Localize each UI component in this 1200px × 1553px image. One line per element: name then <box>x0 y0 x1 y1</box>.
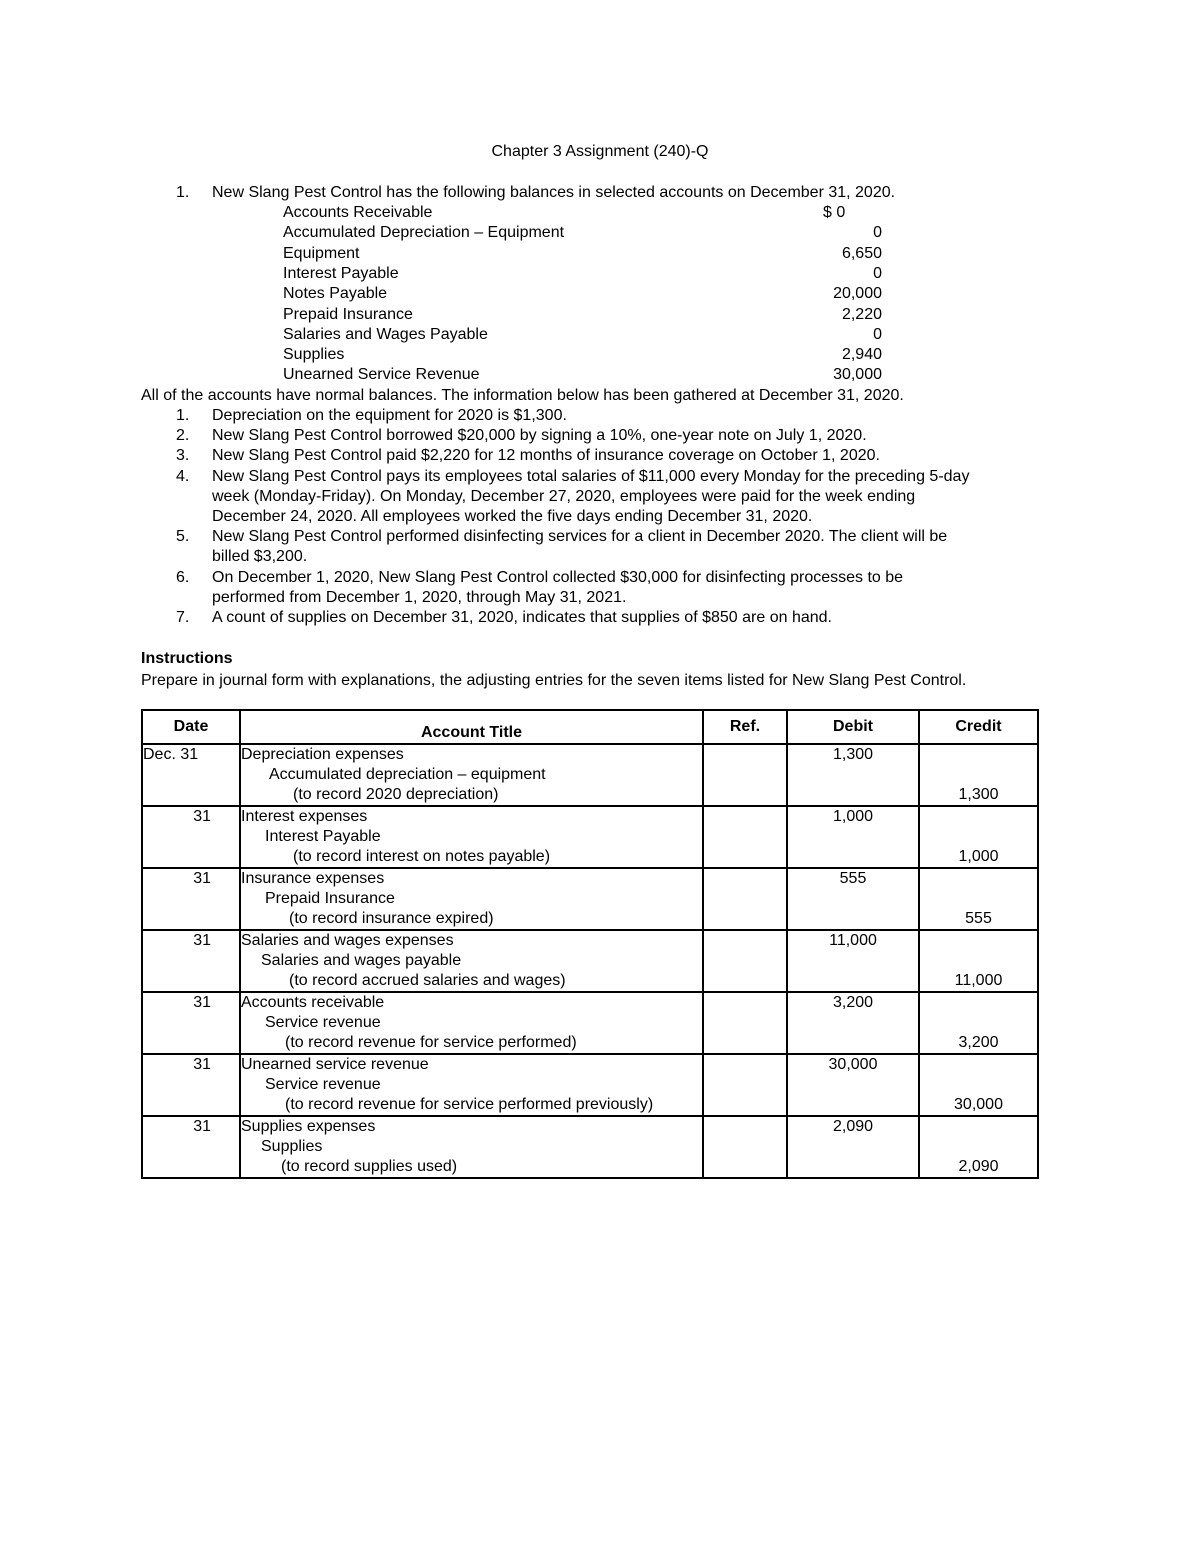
account-name: Accounts Receivable <box>283 204 433 221</box>
entry-accounts <box>240 1054 703 1116</box>
journal-header-row <box>142 710 1038 744</box>
debit-account: Supplies expenses <box>241 1118 376 1135</box>
debit-account: Interest expenses <box>241 808 368 825</box>
credit-header: Credit <box>919 710 1038 744</box>
journal-entry-row <box>142 868 1038 930</box>
journal-entry-row <box>142 744 1038 806</box>
entry-accounts <box>240 930 703 992</box>
credit-account: Interest Payable <box>265 828 381 845</box>
item-text: A count of supplies on December 31, 2020, indicates that supplies of $850 are on hand. <box>212 609 832 626</box>
account-name: Notes Payable <box>283 285 388 303</box>
page-title: Chapter 3 Assignment (240)-Q <box>491 143 709 160</box>
credit-account: Salaries and wages payable <box>261 952 462 969</box>
account-balance: 2,940 <box>841 346 882 364</box>
entry-explanation: (to record interest on notes payable) <box>293 848 551 865</box>
account-balance: 0 <box>873 264 882 282</box>
journal-entry-row <box>142 806 1038 868</box>
item-number: 7. <box>176 609 190 626</box>
debit-account: Accounts receivable <box>241 994 385 1011</box>
entry-explanation: (to record revenue for service performed) <box>285 1034 577 1051</box>
question-number: 1. <box>176 184 190 201</box>
entry-date: 31 <box>142 1116 240 1178</box>
item-text: week (Monday-Friday). On Monday, December 27, 2020, employees were paid for the week ending <box>212 487 916 505</box>
entry-ref <box>703 992 787 1054</box>
account-balance: $ 0 <box>823 204 846 221</box>
account-name: Equipment <box>283 244 360 262</box>
entry-debit <box>787 930 919 992</box>
credit-account: Service revenue <box>265 1076 381 1093</box>
account-balance: 20,000 <box>833 285 882 303</box>
entry-accounts <box>240 744 703 806</box>
entry-date: 31 <box>142 992 240 1054</box>
entry-credit <box>919 930 1038 992</box>
item-text: Depreciation on the equipment for 2020 is $1,300. <box>212 407 567 424</box>
item-text: On December 1, 2020, New Slang Pest Control collected $30,000 for disinfecting processes to be <box>212 568 904 586</box>
entry-debit <box>787 992 919 1054</box>
credit-amount: 2,090 <box>958 1158 999 1175</box>
debit-amount: 1,000 <box>832 808 874 825</box>
journal-entry-row <box>142 1116 1038 1178</box>
entry-credit <box>919 806 1038 868</box>
credit-amount: 30,000 <box>954 1096 1003 1113</box>
journal-table <box>141 709 1039 1179</box>
entry-debit <box>787 1054 919 1116</box>
item-text: December 24, 2020. All employees worked the five days ending December 31, 2020. <box>212 508 813 525</box>
entry-credit <box>919 1116 1038 1178</box>
credit-account: Accumulated depreciation – equipment <box>269 766 546 783</box>
item-text: billed $3,200. <box>212 548 308 566</box>
entry-ref <box>703 1054 787 1116</box>
ref-header: Ref. <box>703 710 787 744</box>
account-name: Salaries and Wages Payable <box>283 325 488 343</box>
credit-amount: 3,200 <box>958 1034 999 1051</box>
item-text: performed from December 1, 2020, through May 31, 2021. <box>212 588 627 606</box>
instructions-text: Prepare in journal form with explanations, the adjusting entries for the seven items listed for New Slang Pest Control. <box>141 672 967 689</box>
entry-date: Dec. 31 <box>142 744 240 806</box>
entry-explanation: (to record accrued salaries and wages) <box>289 972 566 989</box>
entry-accounts <box>240 992 703 1054</box>
entry-date: 31 <box>142 868 240 930</box>
debit-amount: 2,090 <box>832 1118 874 1135</box>
item-text: New Slang Pest Control pays its employees total salaries of $11,000 every Monday for the preceding 5-day <box>212 467 970 485</box>
entry-credit <box>919 744 1038 806</box>
item-number: 5. <box>176 528 190 546</box>
entry-debit <box>787 868 919 930</box>
credit-account: Supplies <box>261 1138 323 1155</box>
entry-ref <box>703 806 787 868</box>
journal-entry-row <box>142 1054 1038 1116</box>
item-text: New Slang Pest Control borrowed $20,000 by signing a 10%, one-year note on July 1, 2020. <box>212 427 867 445</box>
question-text: New Slang Pest Control has the following balances in selected accounts on December 31, 2020. <box>212 184 896 201</box>
credit-amount: 1,000 <box>958 848 999 865</box>
debit-header: Debit <box>787 710 919 744</box>
account-balance: 30,000 <box>833 366 882 384</box>
debit-amount: 30,000 <box>828 1056 878 1073</box>
account-balance: 0 <box>873 325 882 343</box>
account-name: Prepaid Insurance <box>283 305 413 323</box>
item-text: New Slang Pest Control paid $2,220 for 12 months of insurance coverage on October 1, 2020. <box>212 447 880 465</box>
instructions-heading: Instructions <box>141 650 233 667</box>
debit-account: Salaries and wages expenses <box>241 932 454 949</box>
debit-amount: 555 <box>839 870 867 887</box>
journal-entry-row <box>142 992 1038 1054</box>
item-number: 1. <box>176 407 190 424</box>
entry-explanation: (to record supplies used) <box>281 1158 458 1175</box>
item-number: 4. <box>176 467 190 485</box>
account-name: Supplies <box>283 346 345 364</box>
debit-account: Depreciation expenses <box>241 746 404 763</box>
entry-ref <box>703 868 787 930</box>
account-name: Interest Payable <box>283 264 399 282</box>
entry-explanation: (to record revenue for service performed previously) <box>285 1096 654 1113</box>
item-number: 6. <box>176 568 190 586</box>
account-balance: 6,650 <box>841 244 882 262</box>
normal-balances-note: All of the accounts have normal balances. The information below has been gathered at December 31, 2020. <box>141 387 904 404</box>
entry-debit <box>787 1116 919 1178</box>
account-name: Accumulated Depreciation – Equipment <box>283 224 565 242</box>
credit-amount: 1,300 <box>958 786 999 803</box>
entry-credit <box>919 1054 1038 1116</box>
entry-accounts <box>240 868 703 930</box>
journal-body <box>142 744 1038 1178</box>
entry-date: 31 <box>142 930 240 992</box>
debit-account: Insurance expenses <box>241 870 385 887</box>
account-name: Unearned Service Revenue <box>283 366 480 384</box>
credit-amount: 555 <box>965 910 992 927</box>
entry-credit <box>919 868 1038 930</box>
credit-account: Prepaid Insurance <box>265 890 395 907</box>
debit-amount: 1,300 <box>832 746 874 763</box>
entry-accounts <box>240 806 703 868</box>
entry-debit <box>787 806 919 868</box>
entry-explanation: (to record 2020 depreciation) <box>293 786 499 803</box>
entry-date: 31 <box>142 806 240 868</box>
entry-explanation: (to record insurance expired) <box>289 910 494 927</box>
account-balance: 0 <box>873 224 882 242</box>
entry-date: 31 <box>142 1054 240 1116</box>
entry-ref <box>703 1116 787 1178</box>
credit-account: Service revenue <box>265 1014 381 1031</box>
journal-entry-row <box>142 930 1038 992</box>
debit-account: Unearned service revenue <box>241 1056 429 1073</box>
item-number: 2. <box>176 427 190 445</box>
entry-accounts <box>240 1116 703 1178</box>
entry-debit <box>787 744 919 806</box>
credit-amount: 11,000 <box>954 972 1003 989</box>
item-number: 3. <box>176 447 190 465</box>
entry-credit <box>919 992 1038 1054</box>
account-title-header: Account Title <box>240 710 703 744</box>
item-text: New Slang Pest Control performed disinfecting services for a client in December 2020. The client will be <box>212 528 948 546</box>
date-header: Date <box>142 710 240 744</box>
debit-amount: 3,200 <box>832 994 874 1011</box>
entry-ref <box>703 744 787 806</box>
account-balance: 2,220 <box>841 305 882 323</box>
debit-amount: 11,000 <box>829 932 877 949</box>
entry-ref <box>703 930 787 992</box>
